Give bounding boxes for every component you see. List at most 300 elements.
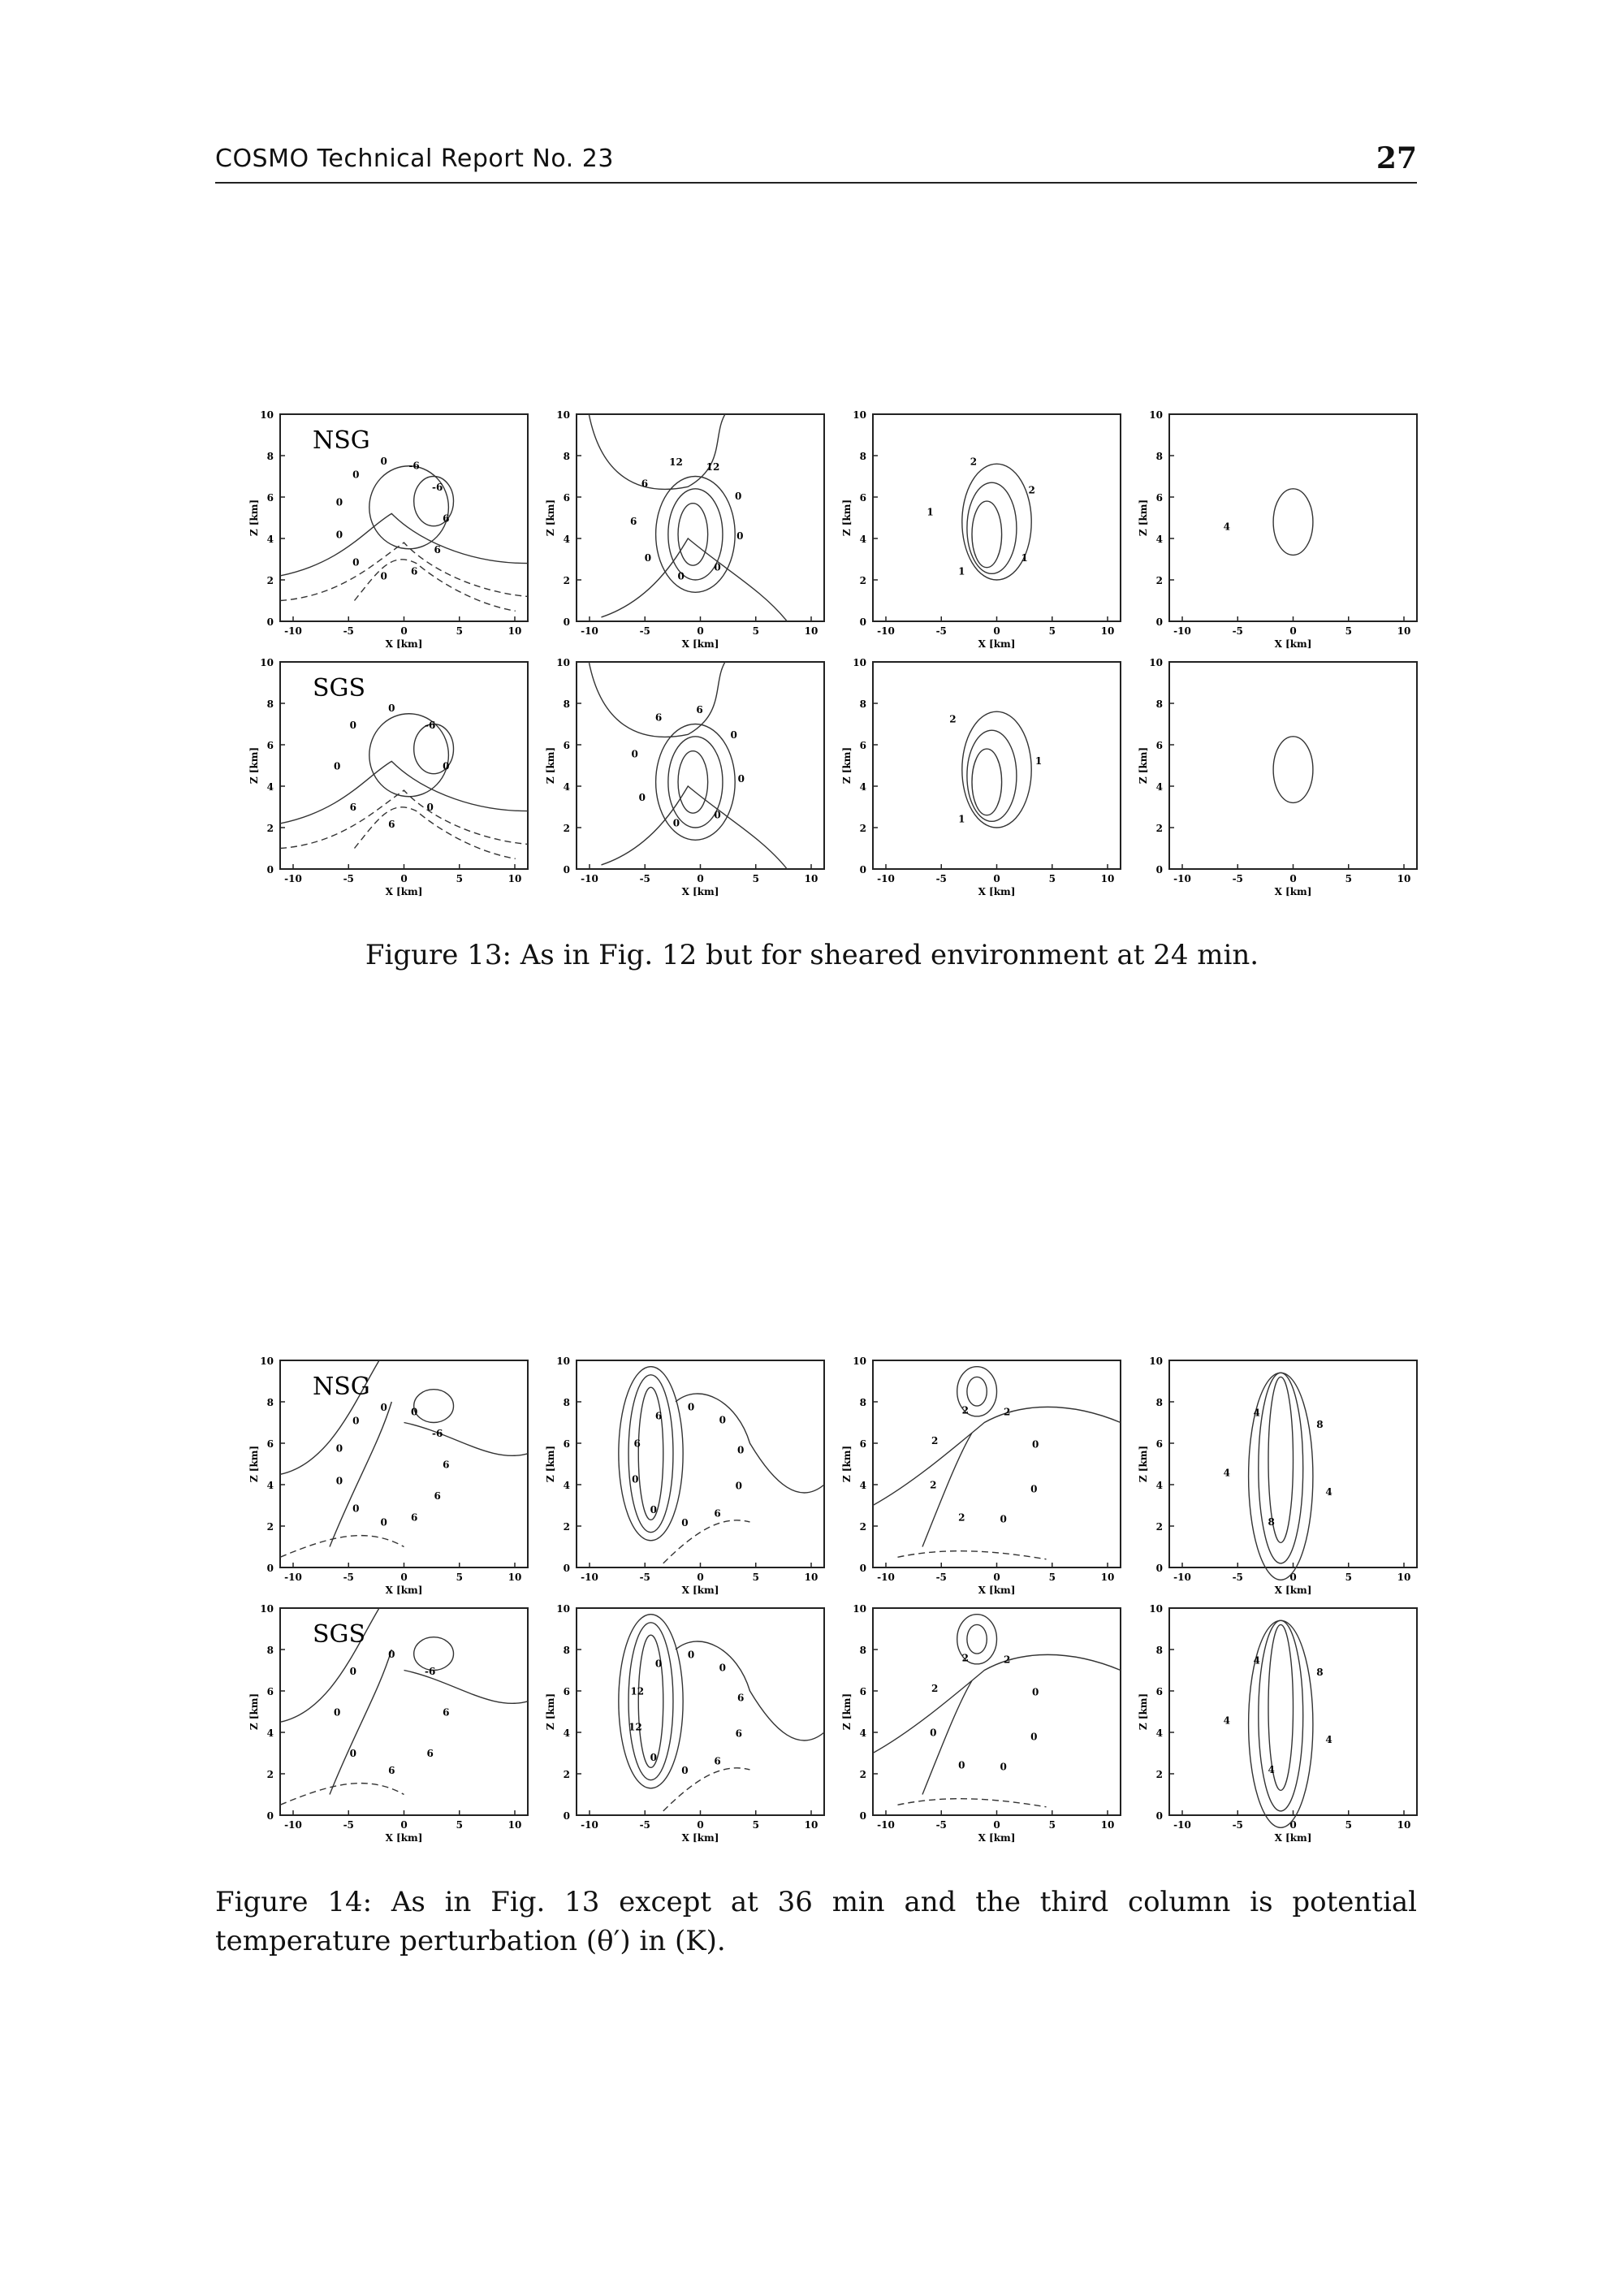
contour-value-label: 0 [380, 1401, 387, 1413]
contour-line [676, 1394, 824, 1493]
contour-value-label: 4 [1268, 1763, 1275, 1775]
contour-value-label: 0 [335, 1442, 343, 1455]
x-tick-label: -5 [343, 1819, 354, 1831]
x-axis-label: X [km] [681, 638, 719, 650]
contour-value-label: 4 [1223, 1714, 1231, 1727]
x-tick-label: 5 [1345, 873, 1352, 884]
y-axis-label: Z [km] [1138, 746, 1149, 785]
contour-value-label: 1 [958, 813, 965, 825]
y-tick-label: 6 [1155, 1438, 1163, 1450]
negative-contour-line [280, 543, 528, 600]
y-tick-label: 6 [266, 492, 274, 504]
y-tick-label: 0 [266, 1810, 274, 1822]
x-tick-label: -5 [1232, 625, 1243, 637]
y-axis-label: Z [km] [841, 1693, 853, 1731]
panel-frame [577, 662, 824, 869]
x-tick-label: -5 [343, 625, 354, 637]
contour-value-label: 0 [734, 491, 742, 503]
y-axis-label: Z [km] [1138, 1445, 1149, 1483]
y-tick-label: 4 [1155, 534, 1163, 545]
contour-value-label: 0 [681, 1764, 689, 1776]
y-tick-label: 8 [859, 698, 866, 710]
y-tick-label: 4 [859, 534, 866, 545]
x-tick-label: 5 [1048, 1572, 1056, 1583]
x-axis-label: X [km] [978, 1585, 1016, 1596]
contour-value-label: 0 [349, 1748, 356, 1760]
contour-value-label: 4 [1325, 1733, 1332, 1745]
x-tick-label: 10 [1100, 1572, 1115, 1583]
y-tick-label: 6 [266, 1438, 274, 1450]
contour-value-label: 0 [687, 1401, 695, 1413]
x-axis-label: X [km] [385, 1832, 423, 1844]
contour-value-label: 0 [714, 809, 721, 821]
y-axis-label: Z [km] [545, 1445, 556, 1483]
contour-value-label: 0 [714, 561, 721, 573]
contour-value-label: 0 [644, 552, 652, 564]
y-tick-label: 4 [563, 534, 570, 545]
contour-value-label: 6 [349, 802, 356, 814]
contour-line [967, 1624, 987, 1654]
y-tick-label: 6 [859, 1686, 866, 1697]
x-tick-label: -5 [935, 1572, 947, 1583]
y-tick-label: 6 [266, 1686, 274, 1697]
x-tick-label: 0 [993, 1572, 1000, 1583]
contour-value-label: 1 [926, 506, 934, 518]
contour-value-label: 0 [388, 1649, 395, 1661]
contour-value-label: 2 [931, 1434, 939, 1446]
x-tick-label: -10 [284, 625, 302, 637]
figure-13-panels [235, 410, 1429, 914]
y-tick-label: 10 [853, 657, 866, 668]
contour-value-label: 2 [1003, 1406, 1011, 1418]
y-axis-label: Z [km] [1138, 499, 1149, 537]
contour-value-label: 6 [654, 711, 663, 724]
contour-value-label: 8 [1316, 1666, 1324, 1678]
contour-value-label: 0 [737, 772, 745, 785]
contour-value-label: 2 [961, 1652, 970, 1664]
y-tick-label: 10 [1149, 657, 1163, 668]
figure-14 [235, 1356, 1429, 1863]
x-tick-label: -10 [1173, 873, 1191, 884]
y-axis-label: Z [km] [248, 746, 260, 785]
x-tick-label: -10 [877, 1572, 895, 1583]
contour-line [1259, 1373, 1303, 1563]
contour-value-label: 0 [1030, 1731, 1038, 1743]
contour-panel [248, 657, 528, 897]
y-axis-label: Z [km] [248, 1445, 260, 1483]
contour-line [404, 1671, 529, 1704]
contour-line [280, 513, 528, 576]
y-tick-label: 0 [563, 1563, 570, 1574]
x-tick-label: 0 [993, 625, 1000, 637]
x-tick-label: -10 [581, 1819, 598, 1831]
contour-value-label: 8 [1316, 1418, 1324, 1430]
x-tick-label: 5 [1345, 625, 1352, 637]
contour-value-label: 0 [730, 729, 737, 742]
x-tick-label: 0 [1289, 1572, 1297, 1583]
contour-value-label: 0 [677, 570, 685, 582]
y-tick-label: 0 [266, 1563, 274, 1574]
x-tick-label: -10 [877, 873, 895, 884]
y-tick-label: 2 [266, 823, 274, 834]
contour-panel [841, 657, 1121, 897]
y-tick-label: 0 [266, 864, 274, 876]
contour-value-label: 0 [335, 1475, 343, 1487]
x-tick-label: -10 [581, 873, 598, 884]
y-tick-label: 6 [859, 492, 866, 504]
x-tick-label: 5 [1345, 1819, 1352, 1831]
y-tick-label: 10 [853, 1603, 866, 1615]
y-tick-label: 0 [563, 616, 570, 628]
contour-panel [545, 657, 824, 897]
contour-value-label: 2 [1028, 484, 1035, 496]
x-tick-label: 5 [1048, 873, 1056, 884]
contour-line [280, 761, 528, 824]
y-tick-label: 8 [859, 1645, 866, 1656]
x-tick-label: -5 [935, 873, 947, 884]
y-tick-label: 0 [563, 864, 570, 876]
x-axis-label: X [km] [681, 886, 719, 897]
contour-value-label: 0 [410, 1406, 418, 1418]
contour-value-label: 6 [443, 1459, 450, 1471]
y-tick-label: 10 [853, 1356, 866, 1367]
contour-value-label: 0 [1031, 1438, 1039, 1451]
panel-frame [873, 662, 1121, 869]
contour-value-label: 0 [638, 792, 646, 804]
contour-value-label: 6 [443, 512, 450, 525]
contour-value-label: 0 [443, 760, 450, 772]
contour-value-label: 0 [1000, 1761, 1007, 1773]
contour-value-label: 2 [931, 1682, 939, 1694]
page-number: 27 [1376, 141, 1417, 175]
contour-value-label: 0 [958, 1759, 965, 1771]
contour-line [404, 1423, 529, 1456]
figure-14-caption: Figure 14: As in Fig. 13 except at 36 min and the third column is potential temperature perturbation (θ′) in (K). [215, 1886, 1417, 1957]
contour-value-label: 2 [930, 1479, 937, 1491]
y-tick-label: 2 [859, 575, 866, 586]
contour-line [873, 1404, 1121, 1505]
y-tick-label: 2 [859, 1521, 866, 1533]
x-tick-label: -5 [639, 873, 650, 884]
x-tick-label: 0 [993, 1819, 1000, 1831]
contour-value-label: 2 [958, 1511, 965, 1524]
y-tick-label: 10 [260, 410, 274, 421]
y-tick-label: 4 [1155, 1480, 1163, 1491]
contour-value-label: 0 [736, 530, 744, 542]
contour-value-label: 6 [735, 1727, 742, 1740]
y-tick-label: 10 [853, 410, 866, 421]
x-tick-label: 0 [400, 625, 408, 637]
x-tick-label: 10 [804, 1572, 818, 1583]
contour-value-label: 6 [410, 565, 418, 577]
contour-line [873, 1654, 1121, 1753]
y-tick-label: 8 [563, 451, 570, 462]
figure-13 [235, 410, 1429, 917]
x-axis-label: X [km] [1274, 1832, 1312, 1844]
contour-value-label: 4 [1253, 1407, 1260, 1419]
contour-value-label: 1 [1021, 551, 1028, 564]
contour-value-label: 4 [1325, 1485, 1332, 1498]
row-label: NSG [313, 426, 370, 455]
x-tick-label: 10 [1100, 1819, 1115, 1831]
y-tick-label: 6 [563, 1438, 570, 1450]
row-label: SGS [313, 1620, 366, 1649]
negative-contour-line [898, 1551, 1047, 1559]
y-tick-label: 6 [563, 740, 570, 751]
contour-line [1273, 737, 1313, 803]
y-tick-label: 4 [859, 781, 866, 793]
x-tick-label: 0 [400, 1819, 408, 1831]
contour-line [972, 501, 1002, 568]
x-tick-label: 10 [508, 1819, 522, 1831]
y-tick-label: 8 [266, 451, 274, 462]
x-tick-label: 0 [697, 625, 704, 637]
y-tick-label: 0 [1155, 616, 1163, 628]
x-tick-label: 10 [508, 625, 522, 637]
contour-value-label: 0 [672, 817, 680, 829]
y-tick-label: 0 [1155, 1810, 1163, 1822]
contour-panel [1138, 1356, 1417, 1596]
x-tick-label: 10 [1100, 625, 1115, 637]
x-tick-label: 0 [697, 1819, 704, 1831]
x-tick-label: 10 [508, 1572, 522, 1583]
x-tick-label: 10 [1100, 873, 1115, 884]
y-tick-label: 2 [1155, 1521, 1163, 1533]
y-tick-label: 4 [563, 1727, 570, 1739]
x-axis-label: X [km] [978, 886, 1016, 897]
x-tick-label: 5 [752, 1819, 759, 1831]
contour-value-label: 1 [958, 565, 965, 577]
contour-value-label: 6 [641, 478, 649, 490]
contour-value-label: 0 [654, 1658, 663, 1670]
contour-value-label: 0 [349, 720, 356, 732]
contour-value-label: 2 [949, 713, 957, 725]
y-tick-label: 8 [266, 1397, 274, 1408]
y-axis-label: Z [km] [841, 746, 853, 785]
y-tick-label: 2 [859, 1769, 866, 1780]
y-tick-label: 6 [859, 740, 866, 751]
contour-value-label: 0 [736, 1444, 745, 1456]
contour-line [676, 1641, 824, 1740]
x-tick-label: 10 [1397, 873, 1411, 884]
x-tick-label: 0 [1289, 1819, 1297, 1831]
contour-value-label: 0 [388, 703, 395, 715]
contour-value-label: 0 [687, 1649, 695, 1661]
y-tick-label: 8 [563, 1645, 570, 1656]
x-tick-label: 5 [1345, 1572, 1352, 1583]
y-tick-label: 0 [563, 1810, 570, 1822]
contour-value-label: 4 [1223, 1467, 1231, 1479]
x-tick-label: -5 [935, 625, 947, 637]
contour-value-label: 12 [628, 1721, 642, 1733]
contour-panel [248, 1603, 528, 1844]
contour-value-label: -6 [408, 460, 420, 472]
y-tick-label: 6 [1155, 740, 1163, 751]
contour-value-label: 0 [631, 748, 638, 760]
y-tick-label: 2 [563, 823, 570, 834]
x-axis-label: X [km] [385, 638, 423, 650]
contour-value-label: 0 [352, 469, 360, 481]
contour-value-label: 6 [714, 1755, 721, 1767]
contour-line [638, 1635, 663, 1767]
y-tick-label: 2 [563, 1521, 570, 1533]
contour-value-label: 0 [719, 1414, 726, 1426]
contour-panel [545, 1356, 824, 1596]
contour-value-label: 0 [380, 1516, 387, 1529]
x-tick-label: 10 [508, 873, 522, 884]
y-tick-label: 4 [563, 1480, 570, 1491]
figure-14-panels [235, 1356, 1429, 1860]
contour-value-label: 0 [719, 1662, 726, 1674]
contour-line [967, 1377, 987, 1406]
panel-frame [577, 1608, 824, 1815]
x-tick-label: 5 [456, 625, 463, 637]
contour-value-label: 0 [1030, 1483, 1038, 1495]
x-tick-label: 10 [804, 873, 818, 884]
x-tick-label: -5 [639, 1572, 650, 1583]
y-tick-label: 2 [563, 575, 570, 586]
figure-13-caption: Figure 13: As in Fig. 12 but for sheared environment at 24 min. [365, 939, 1259, 971]
x-tick-label: 5 [752, 873, 759, 884]
negative-contour-line [355, 560, 516, 611]
y-tick-label: 6 [1155, 1686, 1163, 1697]
y-tick-label: 6 [563, 492, 570, 504]
negative-contour-line [898, 1799, 1047, 1807]
x-tick-label: 0 [697, 1572, 704, 1583]
contour-value-label: 0 [349, 1666, 356, 1678]
contour-line [369, 466, 449, 549]
x-axis-label: X [km] [1274, 1585, 1312, 1596]
y-tick-label: 10 [1149, 1356, 1163, 1367]
contour-value-label: 0 [735, 1480, 742, 1492]
x-tick-label: -10 [284, 1819, 302, 1831]
negative-contour-line [663, 1768, 750, 1811]
contour-value-label: 6 [736, 1692, 745, 1704]
y-tick-label: 8 [1155, 451, 1163, 462]
contour-value-label: 6 [388, 819, 395, 830]
contour-value-label: 0 [352, 1503, 360, 1515]
x-axis-label: X [km] [385, 886, 423, 897]
y-tick-label: 8 [266, 698, 274, 710]
y-tick-label: 8 [563, 1397, 570, 1408]
y-axis-label: Z [km] [248, 1693, 260, 1731]
y-tick-label: 0 [1155, 1563, 1163, 1574]
x-axis-label: X [km] [978, 638, 1016, 650]
y-tick-label: 0 [859, 1810, 866, 1822]
contour-value-label: 2 [970, 456, 978, 468]
y-tick-label: 2 [1155, 823, 1163, 834]
y-tick-label: 0 [859, 1563, 866, 1574]
y-tick-label: 10 [1149, 410, 1163, 421]
contour-value-label: 0 [380, 455, 387, 467]
row-label: NSG [313, 1373, 370, 1401]
y-tick-label: 10 [556, 410, 570, 421]
x-axis-label: X [km] [681, 1832, 719, 1844]
y-tick-label: 10 [1149, 1603, 1163, 1615]
y-tick-label: 2 [563, 1769, 570, 1780]
panel-frame [1169, 662, 1417, 869]
x-tick-label: -5 [1232, 1572, 1243, 1583]
x-tick-label: 5 [752, 1572, 759, 1583]
x-tick-label: -10 [877, 1819, 895, 1831]
y-tick-label: 2 [266, 1521, 274, 1533]
y-tick-label: 4 [1155, 1727, 1163, 1739]
panel-frame [873, 414, 1121, 621]
y-tick-label: 4 [859, 1727, 866, 1739]
y-axis-label: Z [km] [1138, 1693, 1149, 1731]
contour-line [369, 714, 449, 797]
contour-value-label: 6 [410, 1511, 418, 1524]
contour-value-label: 6 [434, 1490, 441, 1503]
contour-value-label: 6 [714, 1507, 721, 1520]
y-tick-label: 2 [859, 823, 866, 834]
contour-value-label: 0 [1000, 1513, 1007, 1525]
contour-line [678, 751, 708, 814]
y-axis-label: Z [km] [545, 746, 556, 785]
x-tick-label: -5 [639, 625, 650, 637]
contour-value-label: -6 [425, 720, 436, 732]
contour-value-label: 6 [633, 1438, 641, 1450]
y-tick-label: 4 [563, 781, 570, 793]
contour-value-label: -6 [432, 481, 443, 493]
contour-value-label: 0 [1031, 1686, 1039, 1698]
x-tick-label: -10 [284, 1572, 302, 1583]
x-tick-label: 10 [1397, 1572, 1411, 1583]
y-tick-label: 10 [260, 657, 274, 668]
contour-value-label: 0 [333, 760, 341, 772]
y-tick-label: 10 [556, 657, 570, 668]
y-tick-label: 6 [859, 1438, 866, 1450]
x-tick-label: -10 [877, 625, 895, 637]
negative-contour-line [280, 790, 528, 848]
contour-line [1273, 489, 1313, 556]
x-tick-label: 0 [400, 1572, 408, 1583]
panel-frame [577, 414, 824, 621]
x-tick-label: 0 [697, 873, 704, 884]
negative-contour-line [355, 807, 516, 858]
x-tick-label: 10 [1397, 1819, 1411, 1831]
row-label: SGS [313, 674, 366, 703]
y-tick-label: 8 [266, 1645, 274, 1656]
contour-value-label: 8 [1268, 1516, 1275, 1528]
x-axis-label: X [km] [681, 1585, 719, 1596]
contour-value-label: 0 [335, 529, 343, 541]
contour-value-label: -6 [432, 1427, 443, 1439]
contour-value-label: 4 [1223, 521, 1231, 533]
contour-value-label: 6 [388, 1765, 395, 1776]
x-tick-label: -5 [639, 1819, 650, 1831]
contour-value-label: 0 [650, 1751, 657, 1763]
contour-value-label: 0 [632, 1473, 639, 1485]
x-tick-label: -5 [935, 1819, 947, 1831]
y-tick-label: 8 [859, 1397, 866, 1408]
y-tick-label: 4 [266, 1727, 274, 1739]
contour-value-label: 4 [1253, 1654, 1260, 1667]
y-tick-label: 2 [266, 1769, 274, 1780]
x-tick-label: 5 [1048, 1819, 1056, 1831]
x-tick-label: 10 [1397, 625, 1411, 637]
x-tick-label: 5 [1048, 625, 1056, 637]
contour-panel [841, 410, 1121, 650]
contour-value-label: 2 [1003, 1654, 1011, 1666]
x-tick-label: -5 [1232, 1819, 1243, 1831]
y-tick-label: 8 [1155, 698, 1163, 710]
contour-panel [545, 1603, 824, 1844]
y-tick-label: 4 [266, 534, 274, 545]
x-tick-label: 0 [1289, 625, 1297, 637]
contour-value-label: 12 [706, 461, 720, 473]
y-tick-label: 8 [1155, 1645, 1163, 1656]
